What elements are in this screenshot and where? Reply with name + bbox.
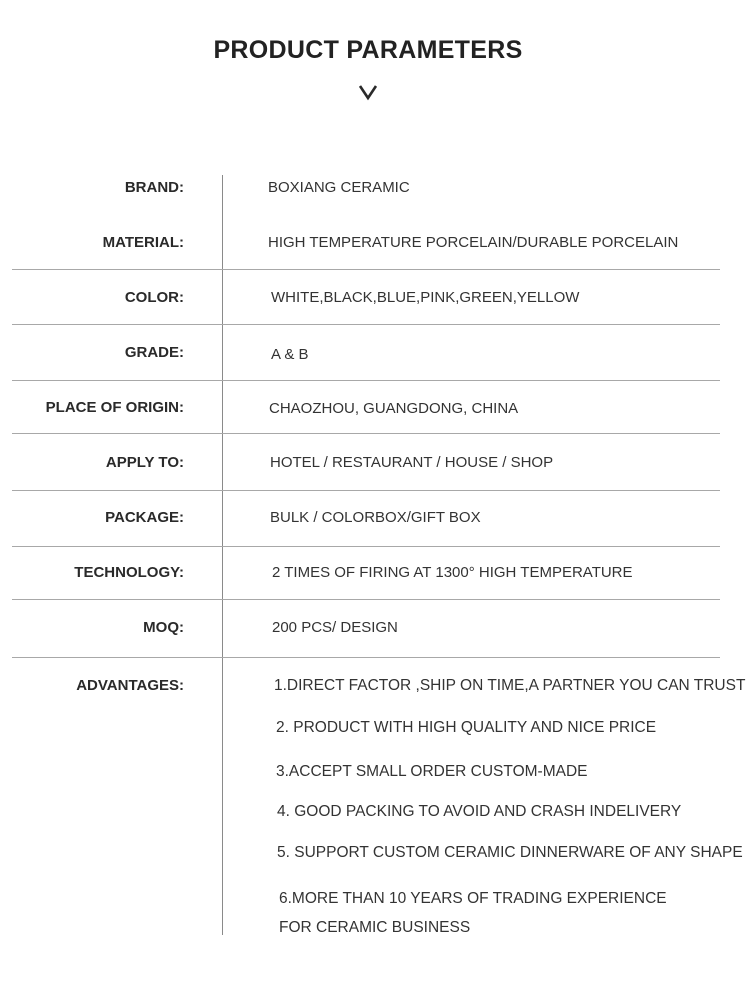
advantage-item: 1.DIRECT FACTOR ,SHIP ON TIME,A PARTNER YOU CAN TRUST bbox=[274, 677, 746, 694]
advantages-label: ADVANTAGES: bbox=[76, 677, 184, 694]
param-label: TECHNOLOGY: bbox=[74, 564, 184, 581]
advantage-item: FOR CERAMIC BUSINESS bbox=[279, 919, 471, 936]
page-title: PRODUCT PARAMETERS bbox=[213, 36, 523, 64]
param-value: HOTEL / RESTAURANT / HOUSE / SHOP bbox=[270, 454, 554, 471]
advantage-item: 4. GOOD PACKING TO AVOID AND CRASH INDELIVERY bbox=[277, 803, 682, 820]
param-value: HIGH TEMPERATURE PORCELAIN/DURABLE PORCELAIN bbox=[268, 234, 679, 251]
advantage-item: 3.ACCEPT SMALL ORDER CUSTOM-MADE bbox=[276, 763, 588, 780]
param-value: CHAOZHOU, GUANGDONG, CHINA bbox=[269, 400, 519, 417]
column-divider bbox=[222, 175, 223, 935]
advantage-item: 6.MORE THAN 10 YEARS OF TRADING EXPERIENCE bbox=[279, 890, 667, 907]
row-divider bbox=[12, 433, 720, 434]
advantage-item: 2. PRODUCT WITH HIGH QUALITY AND NICE PRICE bbox=[276, 719, 657, 736]
param-label: PLACE OF ORIGIN: bbox=[45, 399, 184, 416]
param-value: 200 PCS/ DESIGN bbox=[272, 619, 398, 636]
param-label: MOQ: bbox=[143, 619, 184, 636]
param-value: BOXIANG CERAMIC bbox=[268, 179, 410, 196]
row-divider bbox=[12, 490, 720, 491]
param-label: PACKAGE: bbox=[105, 509, 184, 526]
advantage-item: 5. SUPPORT CUSTOM CERAMIC DINNERWARE OF ANY SHAPE bbox=[277, 844, 743, 861]
row-divider bbox=[12, 269, 720, 270]
row-divider bbox=[12, 657, 720, 658]
chevron-down-icon bbox=[357, 83, 379, 101]
param-label: COLOR: bbox=[124, 289, 184, 306]
row-divider bbox=[12, 324, 720, 325]
param-label: MATERIAL: bbox=[102, 234, 184, 251]
param-value: BULK / COLORBOX/GIFT BOX bbox=[270, 509, 481, 526]
row-divider bbox=[12, 380, 720, 381]
param-label: GRADE: bbox=[124, 344, 184, 361]
param-value: 2 TIMES OF FIRING AT 1300° HIGH TEMPERATURE bbox=[272, 564, 633, 581]
row-divider bbox=[12, 599, 720, 600]
param-label: APPLY TO: bbox=[105, 454, 184, 471]
row-divider bbox=[12, 546, 720, 547]
param-value: A & B bbox=[271, 346, 309, 363]
param-label: BRAND: bbox=[124, 179, 184, 196]
param-value: WHITE,BLACK,BLUE,PINK,GREEN,YELLOW bbox=[271, 289, 580, 306]
